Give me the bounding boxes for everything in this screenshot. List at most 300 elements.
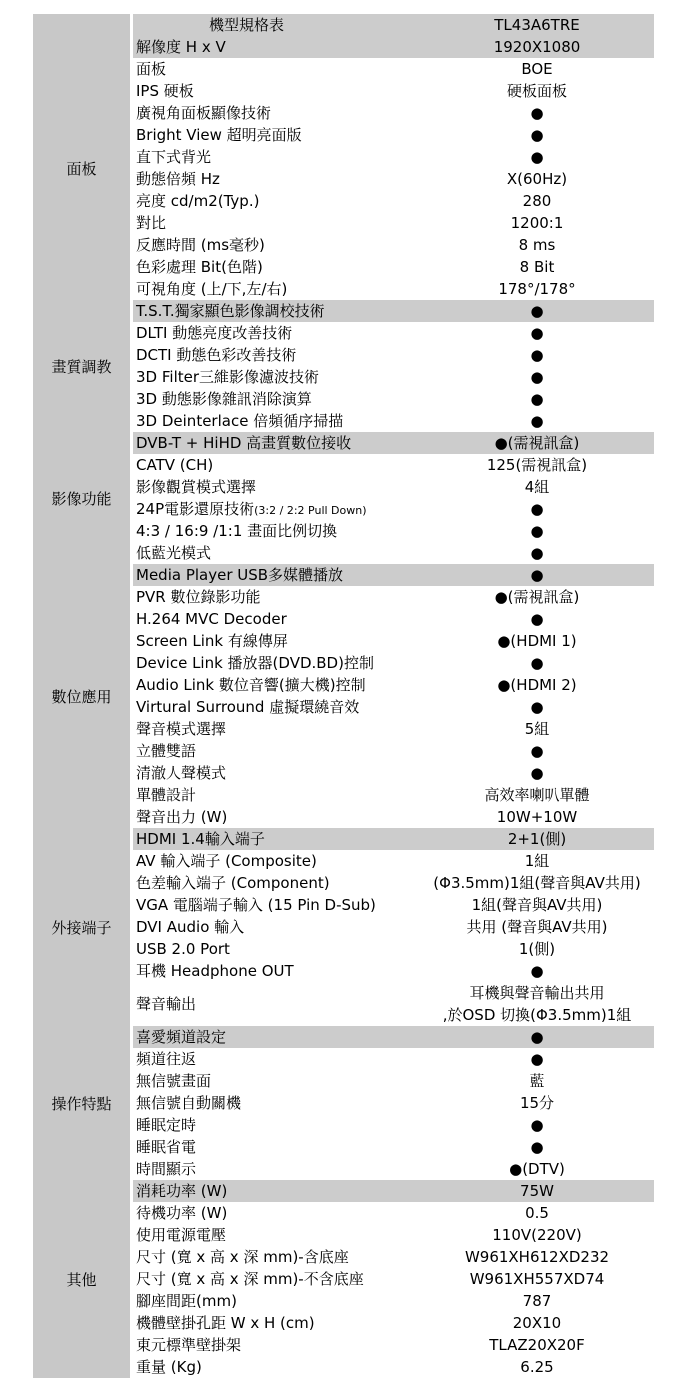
spec-value-text: 8 ms xyxy=(518,236,556,254)
section-label: 其他 xyxy=(66,1270,97,1289)
spec-value xyxy=(420,608,654,630)
spec-value-text: ●(HDMI 1) xyxy=(497,632,577,650)
spec-label xyxy=(133,1334,420,1356)
table-header-row xyxy=(130,14,654,36)
spec-label xyxy=(133,1026,420,1048)
section-label: 操作特點 xyxy=(51,1094,112,1113)
spec-value-text: ● xyxy=(530,566,544,584)
table-row xyxy=(130,366,654,388)
spec-label xyxy=(133,1092,420,1114)
spec-value xyxy=(420,432,654,454)
spec-label xyxy=(133,1114,420,1136)
spec-label-text: 耳機 Headphone OUT xyxy=(136,962,294,980)
table-row xyxy=(130,850,654,872)
spec-value-text: ● xyxy=(530,412,544,430)
spec-value-text: ● xyxy=(530,962,544,980)
spec-value-text: ● xyxy=(530,1138,544,1156)
spec-value-text: 15分 xyxy=(519,1094,555,1112)
table-row xyxy=(130,476,654,498)
spec-value xyxy=(420,1114,654,1136)
spec-value xyxy=(420,740,654,762)
spec-label-text: 色差輸入端子 (Component) xyxy=(136,874,330,892)
spec-label xyxy=(133,432,420,454)
spec-label-text: 使用電源電壓 xyxy=(136,1226,227,1244)
table-row xyxy=(130,1136,654,1158)
spec-value-text: ● xyxy=(530,324,544,342)
table-row xyxy=(130,1070,654,1092)
table-row xyxy=(130,696,654,718)
spec-label-text: 3D Deinterlace 倍頻循序掃描 xyxy=(136,412,344,430)
spec-value-text: ● xyxy=(530,1050,544,1068)
spec-label xyxy=(133,806,420,828)
spec-value xyxy=(420,1268,654,1290)
spec-label-text: 對比 xyxy=(136,214,167,232)
spec-label xyxy=(133,1268,420,1290)
spec-value xyxy=(420,762,654,784)
table-row xyxy=(130,322,654,344)
spec-value-text: 1920X1080 xyxy=(493,38,581,56)
spec-label-text: 聲音輸出 xyxy=(136,995,197,1013)
spec-value xyxy=(420,960,654,982)
spec-value xyxy=(420,542,654,564)
spec-label xyxy=(133,960,420,982)
table-row xyxy=(130,784,654,806)
spec-rows xyxy=(130,14,654,1378)
spec-label-text: 頻道往返 xyxy=(136,1050,197,1068)
spec-value-text: 787 xyxy=(522,1292,552,1310)
spec-value-text: ● xyxy=(530,148,544,166)
table-row xyxy=(130,1092,654,1114)
table-row xyxy=(130,828,654,850)
spec-label xyxy=(133,564,420,586)
spec-value xyxy=(420,454,654,476)
spec-value xyxy=(420,696,654,718)
table-row xyxy=(130,1246,654,1268)
spec-value xyxy=(420,1290,654,1312)
spec-value-text: ● xyxy=(530,610,544,628)
spec-label-text: 待機功率 (W) xyxy=(136,1204,228,1222)
table-row xyxy=(130,718,654,740)
spec-label xyxy=(133,1356,420,1378)
spec-value xyxy=(420,102,654,124)
spec-value xyxy=(420,916,654,938)
spec-value-text: ● xyxy=(530,544,544,562)
spec-value-text: ● xyxy=(530,522,544,540)
spec-value-text: ● xyxy=(530,346,544,364)
spec-value xyxy=(420,300,654,322)
spec-label xyxy=(133,58,420,80)
spec-value xyxy=(420,124,654,146)
spec-value-text: ●(HDMI 2) xyxy=(497,676,577,694)
spec-label xyxy=(133,124,420,146)
spec-label-text: 尺寸 (寬 x 高 x 深 mm)-含底座 xyxy=(136,1248,349,1266)
spec-value xyxy=(420,1356,654,1378)
spec-value-text: ● xyxy=(530,742,544,760)
spec-label-text: 聲音模式選擇 xyxy=(136,720,227,738)
table-row xyxy=(130,740,654,762)
spec-value xyxy=(420,1180,654,1202)
spec-label-text: Screen Link 有線傳屏 xyxy=(136,632,288,650)
spec-label-text: 無信號畫面 xyxy=(136,1072,212,1090)
spec-label-text: 睡眠定時 xyxy=(136,1116,197,1134)
spec-label-text: 單體設計 xyxy=(136,786,197,804)
spec-value xyxy=(420,476,654,498)
table-row xyxy=(130,58,654,80)
spec-value xyxy=(420,388,654,410)
spec-value xyxy=(420,586,654,608)
table-row xyxy=(130,1048,654,1070)
table-row xyxy=(130,454,654,476)
spec-value xyxy=(420,520,654,542)
spec-label-text: AV 輸入端子 (Composite) xyxy=(136,852,317,870)
table-row xyxy=(130,872,654,894)
spec-label-text: 低藍光模式 xyxy=(136,544,212,562)
spec-label xyxy=(133,366,420,388)
spec-label-text: 腳座間距(mm) xyxy=(136,1292,237,1310)
spec-label-text: Media Player USB多媒體播放 xyxy=(136,566,344,584)
spec-value-text: ● xyxy=(530,698,544,716)
spec-label xyxy=(133,586,420,608)
spec-label-text: 反應時間 (ms毫秒) xyxy=(136,236,265,254)
section-label: 畫質調教 xyxy=(51,357,112,376)
spec-label xyxy=(133,256,420,278)
section-label-column xyxy=(33,14,130,1378)
spec-value-text: 共用 (聲音與AV共用) xyxy=(466,918,608,936)
spec-label xyxy=(133,718,420,740)
spec-label xyxy=(133,146,420,168)
table-row xyxy=(130,652,654,674)
table-row xyxy=(130,938,654,960)
spec-label xyxy=(133,1224,420,1246)
spec-label-text: Device Link 播放器(DVD.BD)控制 xyxy=(136,654,374,672)
spec-label xyxy=(133,520,420,542)
spec-label xyxy=(133,1180,420,1202)
spec-label-text: 3D Filter三維影像濾波技術 xyxy=(136,368,320,386)
table-row xyxy=(130,212,654,234)
table-row xyxy=(130,36,654,58)
spec-label xyxy=(133,1070,420,1092)
spec-value xyxy=(420,784,654,806)
spec-label xyxy=(133,762,420,784)
spec-label-text: 色彩處理 Bit(色階) xyxy=(136,258,263,276)
spec-label-text: 影像觀賞模式選擇 xyxy=(136,478,257,496)
spec-label-text: 時間顯示 xyxy=(136,1160,197,1178)
spec-label xyxy=(133,982,420,1026)
table-row xyxy=(130,300,654,322)
table-row xyxy=(130,190,654,212)
spec-value xyxy=(420,938,654,960)
table-row xyxy=(130,806,654,828)
spec-label-text: 睡眠省電 xyxy=(136,1138,197,1156)
table-row xyxy=(130,278,654,300)
spec-value-text: ●(需視訊盒) xyxy=(494,588,580,606)
spec-label-text: DVB-T + HiHD 高畫質數位接收 xyxy=(136,434,352,452)
spec-value xyxy=(420,652,654,674)
spec-label-text: PVR 數位錄影功能 xyxy=(136,588,261,606)
spec-label-text: HDMI 1.4輸入端子 xyxy=(136,830,265,848)
spec-label-text: 尺寸 (寬 x 高 x 深 mm)-不含底座 xyxy=(136,1270,364,1288)
table-row xyxy=(130,894,654,916)
table-row xyxy=(130,564,654,586)
spec-label xyxy=(133,454,420,476)
spec-value-text: 178°/178° xyxy=(498,280,576,298)
spec-label xyxy=(133,410,420,432)
spec-value xyxy=(420,1092,654,1114)
spec-label-text: 喜愛頻道設定 xyxy=(136,1028,227,1046)
table-row xyxy=(130,146,654,168)
table-row xyxy=(130,256,654,278)
spec-value-text: BOE xyxy=(521,60,553,78)
spec-value xyxy=(420,850,654,872)
spec-label-text: 東元標準壁掛架 xyxy=(136,1336,242,1354)
spec-value-text: W961XH557XD74 xyxy=(469,1270,605,1288)
spec-label xyxy=(133,652,420,674)
spec-label xyxy=(133,850,420,872)
table-row xyxy=(130,498,654,520)
spec-value-text: (Φ3.5mm)1組(聲音與AV共用) xyxy=(433,874,641,892)
table-row xyxy=(130,1114,654,1136)
spec-value xyxy=(420,806,654,828)
spec-label xyxy=(133,872,420,894)
spec-label-text: T.S.T.獨家顯色影像調校技術 xyxy=(136,302,325,320)
table-row xyxy=(130,762,654,784)
spec-label-text: 解像度 H x V xyxy=(136,38,226,56)
spec-value xyxy=(420,1334,654,1356)
spec-label xyxy=(133,938,420,960)
table-row xyxy=(130,1356,654,1378)
spec-label-text: USB 2.0 Port xyxy=(136,940,230,958)
spec-label-text: 清澈人聲模式 xyxy=(136,764,227,782)
spec-value-text: ● xyxy=(530,654,544,672)
spec-value xyxy=(420,80,654,102)
table-row xyxy=(130,344,654,366)
spec-value xyxy=(420,1136,654,1158)
spec-value-text: 6.25 xyxy=(520,1358,554,1376)
spec-label-text: 無信號自動關機 xyxy=(136,1094,242,1112)
table-row xyxy=(130,674,654,696)
table-row xyxy=(130,1312,654,1334)
table-row xyxy=(130,1268,654,1290)
spec-label-text: 3D 動態影像雜訊消除演算 xyxy=(136,390,312,408)
spec-value-text: 1組(聲音與AV共用) xyxy=(471,896,603,914)
spec-value-text: 2+1(側) xyxy=(507,830,567,848)
spec-value xyxy=(420,630,654,652)
spec-label xyxy=(133,542,420,564)
spec-label xyxy=(133,1312,420,1334)
spec-label xyxy=(133,894,420,916)
table-row xyxy=(130,432,654,454)
spec-label xyxy=(133,278,420,300)
section-label: 外接端子 xyxy=(51,918,112,937)
spec-value-text: 4組 xyxy=(524,478,550,496)
spec-value-text: TLAZ20X20F xyxy=(489,1336,585,1354)
spec-label xyxy=(133,36,420,58)
table-row xyxy=(130,124,654,146)
spec-label xyxy=(133,498,420,520)
table-row xyxy=(130,1158,654,1180)
spec-value xyxy=(420,872,654,894)
spec-value-text: ●(需視訊盒) xyxy=(494,434,580,452)
spec-label xyxy=(133,916,420,938)
spec-value xyxy=(420,1202,654,1224)
spec-value xyxy=(420,410,654,432)
spec-label xyxy=(133,322,420,344)
spec-value-text: ● xyxy=(530,390,544,408)
spec-label xyxy=(133,1158,420,1180)
spec-value-text: ● xyxy=(530,500,544,518)
spec-value xyxy=(420,190,654,212)
spec-value-text: ● xyxy=(530,302,544,320)
table-row xyxy=(130,168,654,190)
spec-label xyxy=(133,168,420,190)
spec-label-text: 面板 xyxy=(136,60,167,78)
spec-label-text: 可視角度 (上/下,左/右) xyxy=(136,280,288,298)
table-row xyxy=(130,1290,654,1312)
table-row xyxy=(130,388,654,410)
spec-value-text: 高效率喇叭單體 xyxy=(484,786,590,804)
spec-value xyxy=(420,278,654,300)
table-row xyxy=(130,608,654,630)
table-row xyxy=(130,542,654,564)
spec-label-text: DCTI 動態色彩改善技術 xyxy=(136,346,297,364)
spec-value-text: ●(DTV) xyxy=(509,1160,565,1178)
spec-value xyxy=(420,36,654,58)
spec-value xyxy=(420,1246,654,1268)
spec-value xyxy=(420,982,654,1026)
spec-label-text: 4:3 / 16:9 /1:1 畫面比例切換 xyxy=(136,522,338,540)
header-label: 機型規格表 xyxy=(208,16,284,34)
table-row xyxy=(130,916,654,938)
spec-value xyxy=(420,322,654,344)
spec-label xyxy=(133,1136,420,1158)
table-row xyxy=(130,80,654,102)
spec-value xyxy=(420,498,654,520)
spec-label-text: 直下式背光 xyxy=(136,148,212,166)
table-row xyxy=(130,1180,654,1202)
spec-value-text: 1200:1 xyxy=(510,214,564,232)
spec-label-text: 廣視角面板顯像技術 xyxy=(136,104,272,122)
spec-label xyxy=(133,1202,420,1224)
spec-value xyxy=(420,58,654,80)
spec-label xyxy=(133,784,420,806)
spec-label xyxy=(133,828,420,850)
spec-label xyxy=(133,102,420,124)
spec-label xyxy=(133,674,420,696)
spec-value xyxy=(420,1048,654,1070)
spec-label xyxy=(133,80,420,102)
spec-value-text: ● xyxy=(530,126,544,144)
table-row xyxy=(130,410,654,432)
table-row xyxy=(130,1026,654,1048)
spec-value-text: ● xyxy=(530,764,544,782)
spec-value-text: 10W+10W xyxy=(496,808,578,826)
spec-value xyxy=(420,366,654,388)
spec-value-text: X(60Hz) xyxy=(506,170,568,188)
spec-value xyxy=(420,564,654,586)
spec-label-text: VGA 電腦端子輸入 (15 Pin D-Sub) xyxy=(136,896,376,914)
spec-label-text: CATV (CH) xyxy=(136,456,214,474)
table-row xyxy=(130,960,654,982)
section-label: 數位應用 xyxy=(51,687,112,706)
spec-label xyxy=(133,630,420,652)
table-row xyxy=(130,1224,654,1246)
spec-label-text: 24P電影還原技術 xyxy=(136,500,255,518)
section-label: 面板 xyxy=(66,159,97,178)
spec-label xyxy=(133,234,420,256)
spec-value-text: 0.5 xyxy=(525,1204,549,1222)
table-row xyxy=(130,1202,654,1224)
spec-value-text: 110V(220V) xyxy=(492,1226,582,1244)
spec-label xyxy=(133,608,420,630)
spec-label-text: Virtural Surround 虛擬環繞音效 xyxy=(136,698,360,716)
spec-label-text: Bright View 超明亮面版 xyxy=(136,126,302,144)
spec-value-text: 280 xyxy=(522,192,552,210)
spec-label-text: DVI Audio 輸入 xyxy=(136,918,245,936)
spec-value-text: W961XH612XD232 xyxy=(464,1248,610,1266)
spec-value-text: 藍 xyxy=(529,1072,545,1090)
spec-value-text: ● xyxy=(530,104,544,122)
spec-label-text: IPS 硬板 xyxy=(136,82,194,100)
table-row xyxy=(130,234,654,256)
spec-value-text: 125(需視訊盒) xyxy=(486,456,588,474)
spec-value-text: 5組 xyxy=(524,720,550,738)
spec-value xyxy=(420,168,654,190)
table-row xyxy=(130,520,654,542)
spec-label-text: 動態倍頻 Hz xyxy=(136,170,220,188)
spec-value-text: 耳機與聲音輸出共用 xyxy=(469,984,605,1002)
spec-label-text: 重量 (Kg) xyxy=(136,1358,202,1376)
spec-label-text: 聲音出力 (W) xyxy=(136,808,228,826)
spec-label-text: DLTI 動態亮度改善技術 xyxy=(136,324,293,342)
spec-label xyxy=(133,1246,420,1268)
table-row xyxy=(130,586,654,608)
spec-label xyxy=(133,1048,420,1070)
spec-value xyxy=(420,234,654,256)
table-row xyxy=(130,630,654,652)
spec-label-text: 亮度 cd/m2(Typ.) xyxy=(136,192,260,210)
spec-value-text: 8 Bit xyxy=(519,258,555,276)
spec-value xyxy=(420,1312,654,1334)
spec-value xyxy=(420,1158,654,1180)
spec-value xyxy=(420,1026,654,1048)
spec-label-text: 機體壁掛孔距 W x H (cm) xyxy=(136,1314,315,1332)
spec-label-text: H.264 MVC Decoder xyxy=(136,610,287,628)
spec-label xyxy=(133,740,420,762)
spec-label xyxy=(133,300,420,322)
spec-value xyxy=(420,344,654,366)
spec-label xyxy=(133,344,420,366)
spec-value xyxy=(420,1070,654,1092)
spec-label xyxy=(133,190,420,212)
spec-label xyxy=(133,212,420,234)
spec-value xyxy=(420,674,654,696)
spec-value xyxy=(420,1224,654,1246)
spec-value-text-line2: ,於OSD 切換(Φ3.5mm)1組 xyxy=(442,1006,632,1024)
spec-label xyxy=(133,1290,420,1312)
spec-value-text: ● xyxy=(530,1028,544,1046)
spec-value xyxy=(420,212,654,234)
spec-label xyxy=(133,388,420,410)
spec-value xyxy=(420,256,654,278)
spec-value-text: ● xyxy=(530,1116,544,1134)
spec-label-text: 立體雙語 xyxy=(136,742,197,760)
spec-value xyxy=(420,718,654,740)
spec-value xyxy=(420,146,654,168)
table-row xyxy=(130,102,654,124)
table-row xyxy=(130,1334,654,1356)
spec-value xyxy=(420,894,654,916)
spec-label-text: Audio Link 數位音響(擴大機)控制 xyxy=(136,676,366,694)
